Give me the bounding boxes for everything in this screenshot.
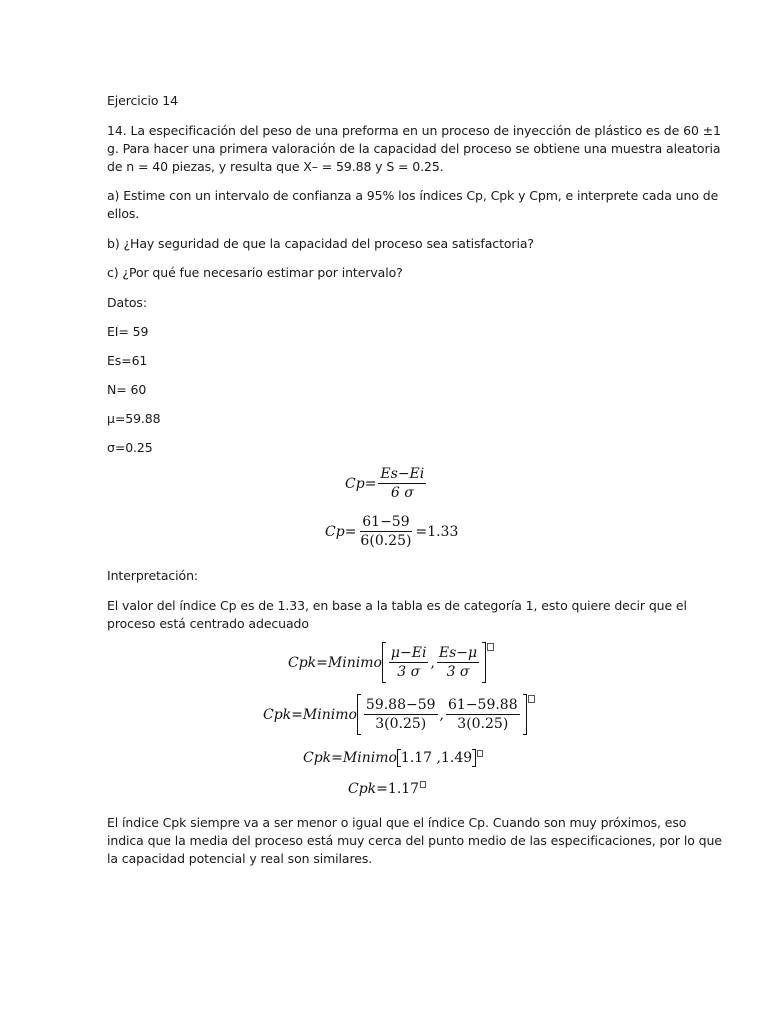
interpretation-line-1: El valor del índice Cp es de 1.33, en base a la tabla es de categoría 1, esto quiere decir que el [107,598,687,613]
square-bracket: 1.17 ,1.49 [397,750,476,766]
formula-cp-definition: Cp = $\frac{Es-Ei}{6 \sigma}$ [345,466,425,501]
placeholder-box-icon [420,781,426,788]
question-c: c) ¿Por qué fue necesario estimar por intervalo? [107,265,403,280]
conclusion-line-2: indica que la media del proceso está muy cerca del punto medio de las especificaciones, por lo que [107,833,722,848]
square-bracket: $\frac{\mu-Ei}{3 \sigma}$ , $\frac{Es-\mu}{3 \sigma}$ [382,643,486,682]
datos-label: Datos: [107,295,147,310]
question-a-line-1: a) Estime con un intervalo de confianza a 95% los índices Cp, Cpk y Cpm, e interprete cada uno de [107,188,719,203]
formula-cpk-definition: Cpk = Minimo $\frac{\mu-Ei}{3 \sigma}$ , $\frac{Es-\mu}{3 \sigma}$ [288,643,494,682]
problem-line-2: g. Para hacer una primera valoración de la capacidad del proceso se obtiene una muestra aleatoria [107,141,721,156]
fraction: $\frac{Es-Ei}{6 \sigma}$ [380,466,425,501]
question-b: b) ¿Hay seguridad de que la capacidad del proceso sea satisfactoria? [107,236,534,251]
conclusion-line-3: la capacidad potencial y real son similares. [107,851,373,866]
formula-cpk-values: Cpk = Minimo 1.17 ,1.49 [303,750,483,766]
dato-n: N= 60 [107,382,147,397]
problem-line-3: de n = 40 piezas, y resulta que X– = 59.88 y S = 0.25. [107,159,444,174]
placeholder-box-icon [487,643,494,651]
formula-cpk-result: Cpk = 1.17 [348,781,426,797]
conclusion-line-1: El índice Cpk siempre va a ser menor o igual que el índice Cp. Cuando son muy próximos, eso [107,815,687,830]
dato-mu: μ=59.88 [107,411,161,426]
placeholder-box-icon [477,750,483,757]
interpretation-line-2: proceso está centrado adecuado [107,616,309,631]
dato-ei: EI= 59 [107,324,149,339]
square-bracket: $\frac{59.88-59}{3(0.25)}$ , $\frac{61-59.88}{3(0.25)}$ [357,695,527,734]
exercise-heading: Ejercicio 14 [107,93,178,108]
dato-sigma: σ=0.25 [107,440,153,455]
dato-es: Es=61 [107,353,148,368]
placeholder-box-icon [528,695,535,703]
question-a-line-2: ellos. [107,206,140,221]
formula-cp-calculation: Cp = $\frac{61-59}{6(0.25)}$ = 1.33 [325,514,459,549]
fraction: $\frac{61-59}{6(0.25)}$ [360,514,412,549]
problem-line-1: 14. La especificación del peso de una preforma en un proceso de inyección de plástico es de 60 ±1 [107,123,721,138]
interpretation-label: Interpretación: [107,568,199,583]
formula-cpk-calculation: Cpk = Minimo $\frac{59.88-59}{3(0.25)}$ , $\frac{61-59.88}{3(0.25)}$ [263,695,535,734]
